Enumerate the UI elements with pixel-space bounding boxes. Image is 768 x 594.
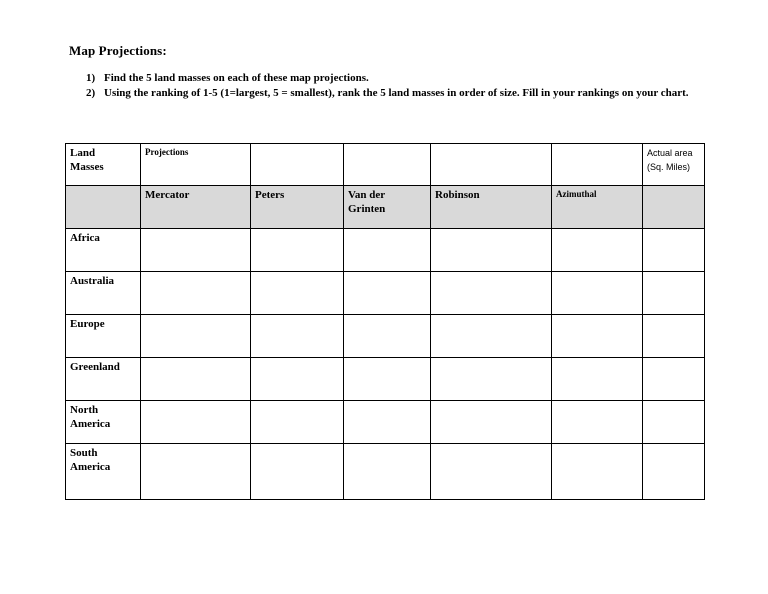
table-row (66, 401, 705, 444)
ranking-cell[interactable] (141, 358, 251, 401)
projection-peters: Peters (251, 186, 344, 229)
header-cell (552, 144, 643, 186)
projection-names-row (66, 186, 705, 229)
ranking-cell[interactable] (431, 358, 552, 401)
instruction-number: 2) (86, 87, 96, 99)
projection-mercator: Mercator (141, 186, 251, 229)
table-row (66, 315, 705, 358)
ranking-cell[interactable] (251, 401, 344, 444)
land-masses-header: Land Masses (66, 144, 141, 186)
ranking-cell[interactable] (552, 401, 643, 444)
chart-header-row (66, 144, 705, 186)
actual-area-header: Actual area (Sq. Miles) (643, 144, 705, 186)
table-row (66, 272, 705, 315)
actual-area-cell[interactable] (643, 315, 705, 358)
instructions-list (86, 71, 698, 101)
ranking-cell[interactable] (251, 444, 344, 500)
ranking-cell[interactable] (344, 401, 431, 444)
ranking-cell[interactable] (141, 444, 251, 500)
ranking-cell[interactable] (344, 358, 431, 401)
ranking-cell[interactable] (431, 229, 552, 272)
ranking-cell[interactable] (431, 444, 552, 500)
instruction-item (86, 71, 698, 86)
land-mass-europe: Europe (66, 315, 141, 358)
actual-area-cell[interactable] (643, 358, 705, 401)
ranking-cell[interactable] (251, 358, 344, 401)
ranking-cell[interactable] (251, 315, 344, 358)
header-cell (251, 144, 344, 186)
ranking-cell[interactable] (552, 315, 643, 358)
ranking-cell[interactable] (141, 229, 251, 272)
land-mass-greenland: Greenland (66, 358, 141, 401)
blank-cell (643, 186, 705, 229)
blank-cell (66, 186, 141, 229)
ranking-cell[interactable] (431, 272, 552, 315)
projection-azimuthal: Azimuthal (552, 186, 643, 229)
ranking-cell[interactable] (552, 444, 643, 500)
actual-area-cell[interactable] (643, 444, 705, 500)
ranking-cell[interactable] (344, 315, 431, 358)
ranking-chart (65, 143, 705, 500)
table-row (66, 229, 705, 272)
page-title: Map Projections: (69, 43, 167, 58)
land-mass-north-america: North America (66, 401, 141, 444)
projection-van-der-grinten: Van der Grinten (344, 186, 431, 229)
ranking-cell[interactable] (431, 401, 552, 444)
header-cell (431, 144, 552, 186)
ranking-cell[interactable] (344, 272, 431, 315)
ranking-cell[interactable] (141, 401, 251, 444)
projection-robinson: Robinson (431, 186, 552, 229)
ranking-cell[interactable] (552, 272, 643, 315)
instruction-text: Find the 5 land masses on each of these map projections. (104, 72, 369, 84)
land-mass-australia: Australia (66, 272, 141, 315)
ranking-cell[interactable] (141, 315, 251, 358)
ranking-cell[interactable] (552, 358, 643, 401)
ranking-cell[interactable] (431, 315, 552, 358)
instruction-number: 1) (86, 72, 96, 84)
table-row (66, 444, 705, 500)
instruction-item (86, 86, 698, 101)
projections-header: Projections (141, 144, 251, 186)
ranking-cell[interactable] (251, 272, 344, 315)
ranking-cell[interactable] (344, 229, 431, 272)
actual-area-cell[interactable] (643, 272, 705, 315)
land-mass-south-america: South America (66, 444, 141, 500)
ranking-cell[interactable] (344, 444, 431, 500)
instruction-text: Using the ranking of 1-5 (1=largest, 5 = smallest), rank the 5 land masses in order of size. Fill in your rankings on your chart. (104, 87, 689, 99)
header-cell (344, 144, 431, 186)
ranking-cell[interactable] (251, 229, 344, 272)
land-mass-africa: Africa (66, 229, 141, 272)
ranking-cell[interactable] (552, 229, 643, 272)
ranking-cell[interactable] (141, 272, 251, 315)
actual-area-cell[interactable] (643, 229, 705, 272)
table-row (66, 358, 705, 401)
actual-area-cell[interactable] (643, 401, 705, 444)
